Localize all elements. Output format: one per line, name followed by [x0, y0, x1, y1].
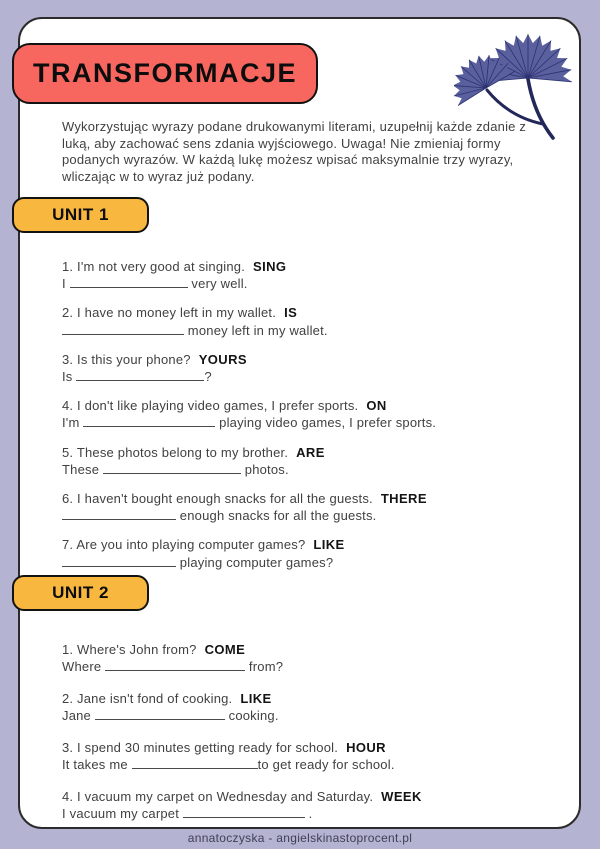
keyword: ON [366, 398, 387, 414]
keyword: COME [204, 642, 246, 657]
exercise-prompt: 5. These photos belong to my brother. ARE [62, 444, 325, 460]
keyword: ARE [296, 444, 325, 460]
exercise-prompt: 4. I don't like playing video games, I prefer sports. ON [62, 398, 387, 414]
exercise-prompt: 1. Where's John from? COME [62, 642, 246, 657]
keyword: LIKE [240, 690, 272, 706]
page-title [12, 43, 318, 104]
answer-blank [95, 708, 225, 720]
exercise [62, 690, 552, 724]
instructions-text: Wykorzystując wyrazy podane drukowanymi literami, uzupełnij każde zdanie z luką, aby zachować sens zdania wyjściowego. Uwaga! Nie zmieniaj formy podanych wyrazów. W każdą lukę możesz wpisać maksymalnie trzy wyrazy, wliczając w to wyraz już podany. [62, 119, 527, 184]
exercise-answer: I very well. [62, 276, 248, 292]
answer-blank [183, 806, 305, 818]
exercise-answer: Is ? [62, 369, 212, 385]
exercise-prompt: 4. I vacuum my carpet on Wednesday and Saturday. WEEK [62, 788, 422, 804]
exercise-answer: These photos. [62, 461, 289, 477]
exercise-answer: Jane cooking. [62, 708, 279, 724]
page-title-text: TRANSFORMACJE [32, 58, 297, 88]
keyword: HOUR [346, 739, 386, 755]
exercise [62, 641, 552, 675]
keyword: LIKE [313, 537, 345, 553]
exercise-answer: It takes me to get ready for school. [62, 757, 395, 773]
exercise-prompt: 2. Jane isn't fond of cooking. LIKE [62, 690, 272, 706]
answer-blank [103, 462, 241, 474]
exercise [62, 304, 552, 338]
exercise-prompt: 3. Is this your phone? YOURS [62, 351, 247, 367]
answer-blank [62, 323, 184, 335]
keyword: SING [253, 259, 287, 274]
exercise-prompt: 2. I have no money left in my wallet. IS [62, 305, 298, 321]
exercise-answer: I'm playing video games, I prefer sports. [62, 415, 437, 431]
unit-2-exercises [62, 641, 552, 837]
answer-blank [62, 508, 176, 520]
exercise [62, 490, 552, 524]
exercise-answer: money left in my wallet. [62, 322, 552, 339]
answer-blank [76, 369, 204, 381]
exercise-answer: playing computer games? [62, 554, 552, 571]
exercise [62, 351, 552, 385]
answer-blank [70, 276, 188, 288]
exercise-answer: I vacuum my carpet . [62, 805, 313, 821]
answer-blank [105, 659, 245, 671]
unit-1-label: UNIT 1 [52, 205, 109, 224]
keyword: YOURS [198, 351, 247, 367]
keyword: THERE [380, 491, 427, 507]
exercise [62, 397, 552, 431]
unit-1-exercises [62, 258, 552, 583]
exercise [62, 739, 552, 773]
answer-blank [62, 555, 176, 567]
exercise-answer: enough snacks for all the guests. [62, 507, 552, 524]
unit-2-banner [12, 575, 149, 611]
exercise-prompt: 3. I spend 30 minutes getting ready for school. HOUR [62, 739, 386, 755]
exercise-prompt: 1. I'm not very good at singing. SING [62, 259, 287, 274]
keyword: WEEK [381, 788, 422, 804]
exercise [62, 788, 552, 822]
exercise-answer: Where from? [62, 659, 284, 675]
exercise-prompt: 7. Are you into playing computer games? LIKE [62, 537, 345, 553]
exercise [62, 536, 552, 570]
exercise-prompt: 6. I haven't bought enough snacks for all the guests. THERE [62, 491, 427, 507]
unit-1-banner [12, 197, 149, 233]
footer-credit: annatoczyska - angielskinastoprocent.pl [187, 831, 413, 845]
worksheet-card [18, 17, 581, 829]
keyword: IS [284, 305, 298, 321]
unit-2-label: UNIT 2 [52, 583, 109, 602]
exercise [62, 444, 552, 478]
exercise [62, 258, 552, 292]
answer-blank [83, 415, 215, 427]
answer-blank [132, 757, 258, 769]
